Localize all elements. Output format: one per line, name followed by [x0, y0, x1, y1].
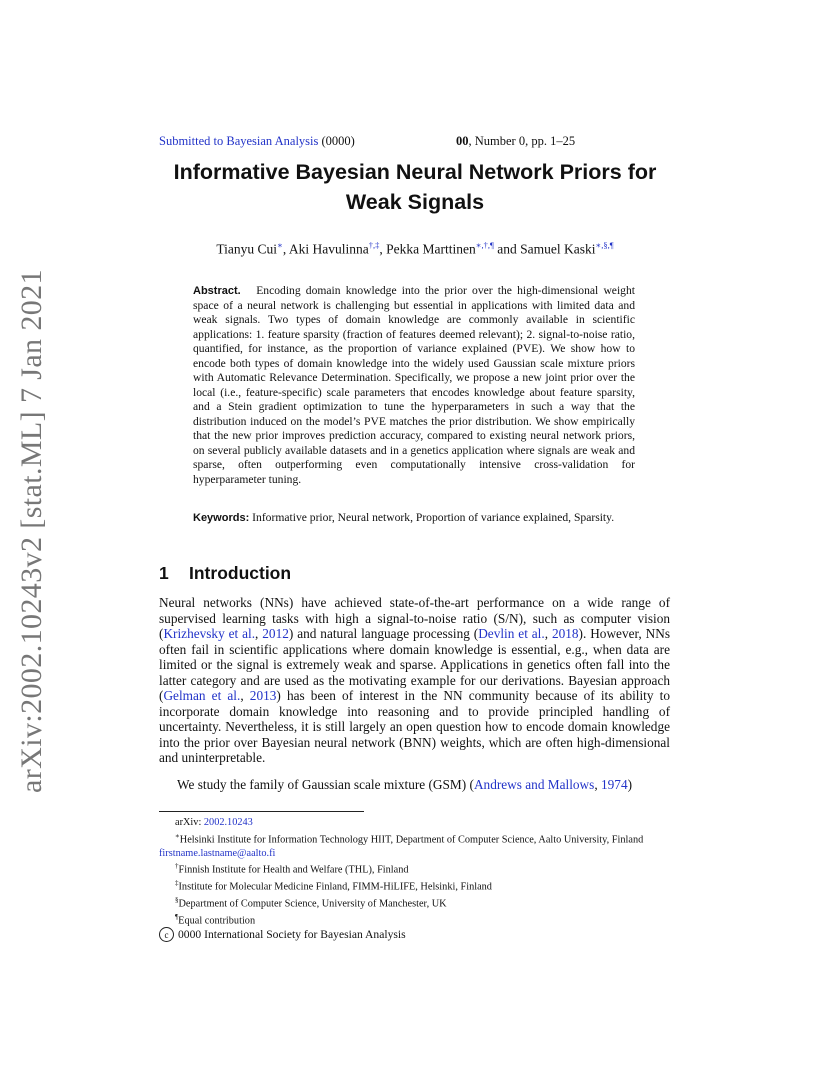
citation-andrews[interactable]: Andrews and Mallows [473, 777, 595, 792]
header-pages: , Number 0, pp. 1–25 [468, 134, 576, 148]
header-volume: 00 [456, 134, 469, 148]
intro-paragraph-1 [159, 595, 670, 766]
footnote-text: arXiv: [175, 817, 204, 828]
arxiv-stamp [8, 269, 56, 793]
copyright-line [159, 927, 406, 942]
abstract-text: Encoding domain knowledge into the prior over the high-dimensional weight space of a neural network is challenging but essential in applications with limited data and weak signals. Two types of domain knowledge are commonly available in scientific applications: 1. feature sparsity (fraction of features deemed relevant); 2. signal-to-noise ratio, quantified, for instance, as the proportion of variance explained (PVE). We show how to encode both types of domain knowledge into the widely used Gaussian scale mixture priors with Automatic Relevance Determination. Specifically, we propose a new joint prior over the local (i.e., feature-specific) scale parameters that encodes knowledge about feature sparsity, and a Stein gradient optimization to tune the hyperparameters in such a way that the distribution induced on the model’s PVE matches the prior distribution. We show empirically that the new prior improves prediction accuracy, compared to existing neural network priors, on several publicly available datasets and in a genetics application where signals are weak and sparse, often outperforming even computationally intensive cross-validation for hyperparameter tuning. [193, 284, 635, 486]
para-text: ). However, NNs often fail in scientific applications where domain knowledge is essential, e.g., when data are limited or the signal is extremely weak and sparse. Applications in genetics often fall into the latter category and are used as the motivating example for our derivations. Bayesian approach ( [159, 626, 670, 703]
para-text: ) [627, 777, 633, 792]
keywords [193, 511, 635, 526]
email-link[interactable]: firstname.lastname@aalto.fi [159, 847, 276, 859]
citation-gelman[interactable]: Gelman et al. [163, 688, 241, 703]
citation-gelman-year[interactable]: 2013 [249, 688, 277, 703]
running-header [159, 134, 619, 149]
section-title: Introduction [189, 563, 292, 583]
footnote-4 [159, 894, 670, 911]
author-4: and Samuel Kaski [493, 241, 596, 257]
journal-link[interactable]: Submitted to Bayesian Analysis [159, 134, 319, 148]
abstract-label: Abstract. [193, 285, 241, 297]
arxiv-id-link[interactable]: 2002.10243 [203, 817, 253, 828]
header-issue [456, 134, 575, 149]
section-heading [159, 563, 291, 584]
footnote-arxiv [159, 816, 670, 830]
citation-krizhevsky[interactable]: Krizhevsky et al. [163, 626, 256, 641]
footnote-rule [159, 811, 364, 812]
citation-devlin[interactable]: Devlin et al. [478, 626, 545, 641]
title-line-2: Weak Signals [345, 190, 485, 214]
footnote-text: Department of Computer Science, University of Manchester, UK [178, 898, 447, 910]
footnote-2 [159, 860, 670, 877]
para-text: , [594, 777, 601, 792]
footnote-text: Institute for Molecular Medicine Finland, FIMM-HiLIFE, Helsinki, Finland [178, 881, 492, 893]
para-text: , [240, 688, 250, 703]
footnote-text: Finnish Institute for Health and Welfare (THL), Finland [178, 864, 409, 876]
copyright-text: 0000 International Society for Bayesian Analysis [178, 928, 406, 941]
para-text: , [255, 626, 263, 641]
title-line-1: Informative Bayesian Neural Network Priors for [173, 160, 657, 184]
para-text: ) has been of interest in the NN community because of its ability to incorporate domain knowledge into reasoning and to provide principled handling of uncertainty. Nevertheless, it is still largely an open question how to encode domain knowledge into the prior over Bayesian neural network (BNN) weights, which are often high-dimensional and uninterpretable. [159, 688, 670, 765]
para-text: ) and natural language processing ( [288, 626, 479, 641]
citation-krizhevsky-year[interactable]: 2012 [262, 626, 289, 641]
footnote-1 [159, 830, 670, 861]
section-number: 1 [159, 563, 169, 583]
citation-andrews-year[interactable]: 1974 [601, 777, 628, 792]
footnote-text: Equal contribution [178, 915, 256, 927]
author-1-marks[interactable]: ∗ [277, 240, 283, 250]
author-2: , Aki Havulinna [282, 241, 369, 257]
para-text: We study the family of Gaussian scale mixture (GSM) ( [177, 777, 474, 792]
footnote-3 [159, 877, 670, 894]
keywords-label: Keywords: [193, 512, 250, 524]
arxiv-stamp-text: arXiv:2002.10243v2 [stat.ML] 7 Jan 2021 [15, 269, 48, 793]
para-text: Neural networks (NNs) have achieved state-of-the-art performance on a wide range of supervised learning tasks with high a signal-to-noise ratio (S/N), such as computer vision ( [159, 595, 670, 641]
abstract [193, 284, 635, 487]
copyright-icon: c [159, 927, 174, 942]
author-2-marks[interactable]: †,‡ [368, 240, 380, 250]
para-text: , [544, 626, 552, 641]
author-list [140, 240, 690, 258]
paper-title [140, 157, 690, 217]
footnotes [159, 816, 670, 928]
footnote-mark: ‡ [175, 879, 179, 888]
author-4-marks[interactable]: ∗,§,¶ [595, 240, 614, 250]
footnote-mark: § [175, 896, 179, 905]
header-year: (0000) [318, 134, 355, 148]
footnote-mark: ∗ [175, 831, 180, 840]
author-3: , Pekka Marttinen [379, 241, 476, 257]
author-1: Tianyu Cui [216, 241, 278, 257]
footnote-text: Helsinki Institute for Information Technology HIIT, Department of Computer Science, Aalto University, Finland [179, 834, 644, 846]
footnote-5 [159, 911, 670, 928]
keywords-text: Informative prior, Neural network, Proportion of variance explained, Sparsity. [252, 511, 615, 524]
author-3-marks[interactable]: ∗,†,¶ [475, 240, 494, 250]
intro-paragraph-2 [159, 777, 670, 793]
footnote-mark: ¶ [175, 913, 179, 922]
footnote-mark: † [175, 862, 179, 871]
citation-devlin-year[interactable]: 2018 [551, 626, 579, 641]
